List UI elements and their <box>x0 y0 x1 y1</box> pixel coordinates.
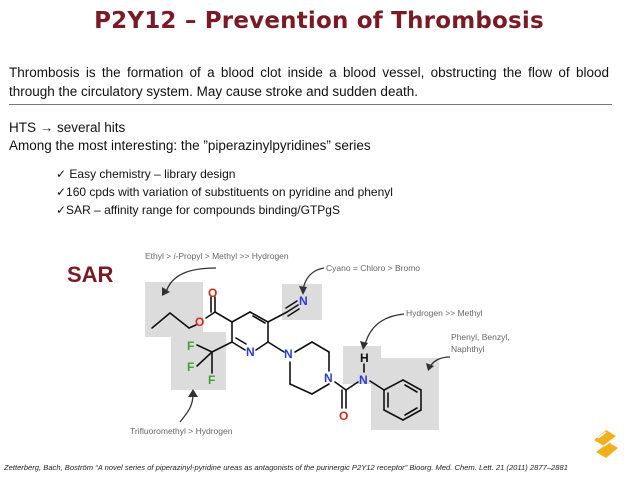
aryl-sar-text: Phenyl, Benzyl, Naphthyl <box>451 332 510 354</box>
slide-title: P2Y12 – Prevention of Thrombosis <box>94 8 544 34</box>
series-line: Among the most interesting: the ”piperazinylpyridines” series <box>9 138 371 153</box>
amide-hydrogen: H <box>360 351 369 365</box>
hts-line: HTS → several hits <box>9 120 126 135</box>
fluorine-atom: F <box>187 360 195 374</box>
fluorine-atom: F <box>208 373 216 387</box>
cyano-sar-text: Cyano = Chloro > Bromo <box>326 263 421 273</box>
arrowhead <box>188 389 198 397</box>
cf3-annotation-arrow <box>180 394 193 422</box>
nh-sar-text: Hydrogen >> Methyl <box>406 308 483 318</box>
piperazine-nitrogen: N <box>324 371 333 385</box>
ester-sar-text: Ethyl > i-Propyl > Methyl >> Hydrogen <box>145 251 289 261</box>
piperazine-nitrogen: N <box>284 347 293 361</box>
fluorine-atom: F <box>187 339 195 353</box>
ester-oxygen: O <box>195 315 205 329</box>
nh-annotation-arrow <box>365 314 404 345</box>
carbonyl-oxygen: O <box>208 286 218 300</box>
bullet-item: ✓160 cpds with variation of substituents on pyridine and phenyl <box>56 185 393 199</box>
nitrile-nitrogen: N <box>299 294 308 308</box>
sar-heading: SAR <box>67 262 114 287</box>
amide-nitrogen: N <box>359 373 368 387</box>
cf3-sar-text: Trifluoromethyl > Hydrogen <box>130 426 233 436</box>
bullet-item: ✓ Easy chemistry – library design <box>56 167 236 181</box>
bullet-item: ✓SAR – affinity range for compounds binding/GTPgS <box>56 203 340 217</box>
intro-paragraph: Thrombosis is the formation of a blood clot inside a blood vessel, obstructing the flow of blood through the circulatory system. May cause stroke and sudden death. <box>9 65 609 99</box>
pyridine-nitrogen: N <box>246 345 255 359</box>
company-logo-icon <box>594 430 618 458</box>
reference-citation: Zetterberg, Bach, Boström “A novel series of piperazinyl-pyridine ureas as antagonists of the purinergic P2Y12 receptor” Bioorg. Med. Chem. Lett. 21 (2011) 2877–2881 <box>4 463 568 472</box>
urea-oxygen: O <box>339 409 349 423</box>
cf3-highlight-box <box>171 332 226 390</box>
